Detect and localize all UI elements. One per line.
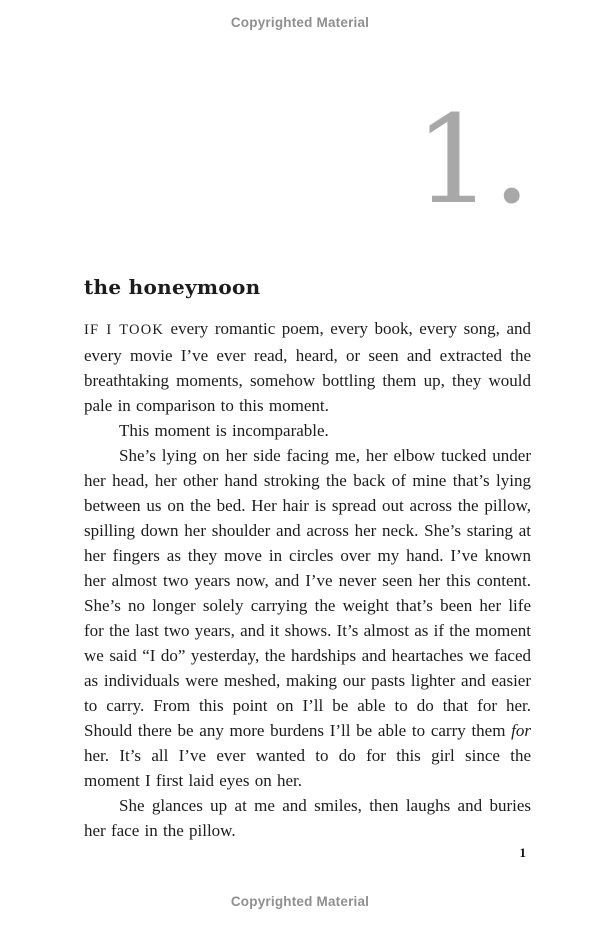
paragraph-4: She glances up at me and smiles, then laughs and buries her face in the pillow. <box>84 796 531 840</box>
paragraph-1 <box>84 316 531 418</box>
paragraph-1-text: every romantic poem, every book, every song, and every movie I’ve ever read, heard, or seen and extracted the breathtaking moments, somehow bottling them up, they would pale in comparison to this moment. <box>84 319 531 415</box>
chapter-number: 1. <box>414 89 531 231</box>
paragraph-lead-in: IF I TOOK <box>84 322 165 338</box>
copyright-notice-top: Copyrighted Material <box>230 15 370 30</box>
paragraph-3 <box>84 443 531 793</box>
paragraph-2: This moment is incomparable. <box>119 421 329 440</box>
paragraph-3-text-a: She’s lying on her side facing me, her elbow tucked under her head, her other hand stroking the back of mine that’s lying between us on the bed. Her hair is spread out across the pillow, spilling down her shoulder and across her neck. She’s staring at her fingers as they move in circles over my hand. I’ve known her almost two years now, and I’ve never seen her this content. She’s no longer solely carrying the weight that’s been her life for the last two years, and it shows. It’s almost as if the moment we said “I do” yesterday, the hardships and heartaches we faced as individuals were meshed, making our pasts lighter and easier to carry. From this point on I’ll be able to do that for her. Should there be any more burdens I’ll be able to carry them <box>84 446 531 740</box>
chapter-title: the honeymoon <box>84 275 261 299</box>
paragraph-3-text-b: her. It’s all I’ve ever wanted to do for this girl since the moment I first laid eyes on her. <box>84 746 531 790</box>
page-content <box>84 0 531 843</box>
copyright-notice-bottom: Copyrighted Material <box>230 894 370 909</box>
page-number: 1 <box>519 845 526 860</box>
paragraph-3-italic-word: for <box>511 721 531 740</box>
